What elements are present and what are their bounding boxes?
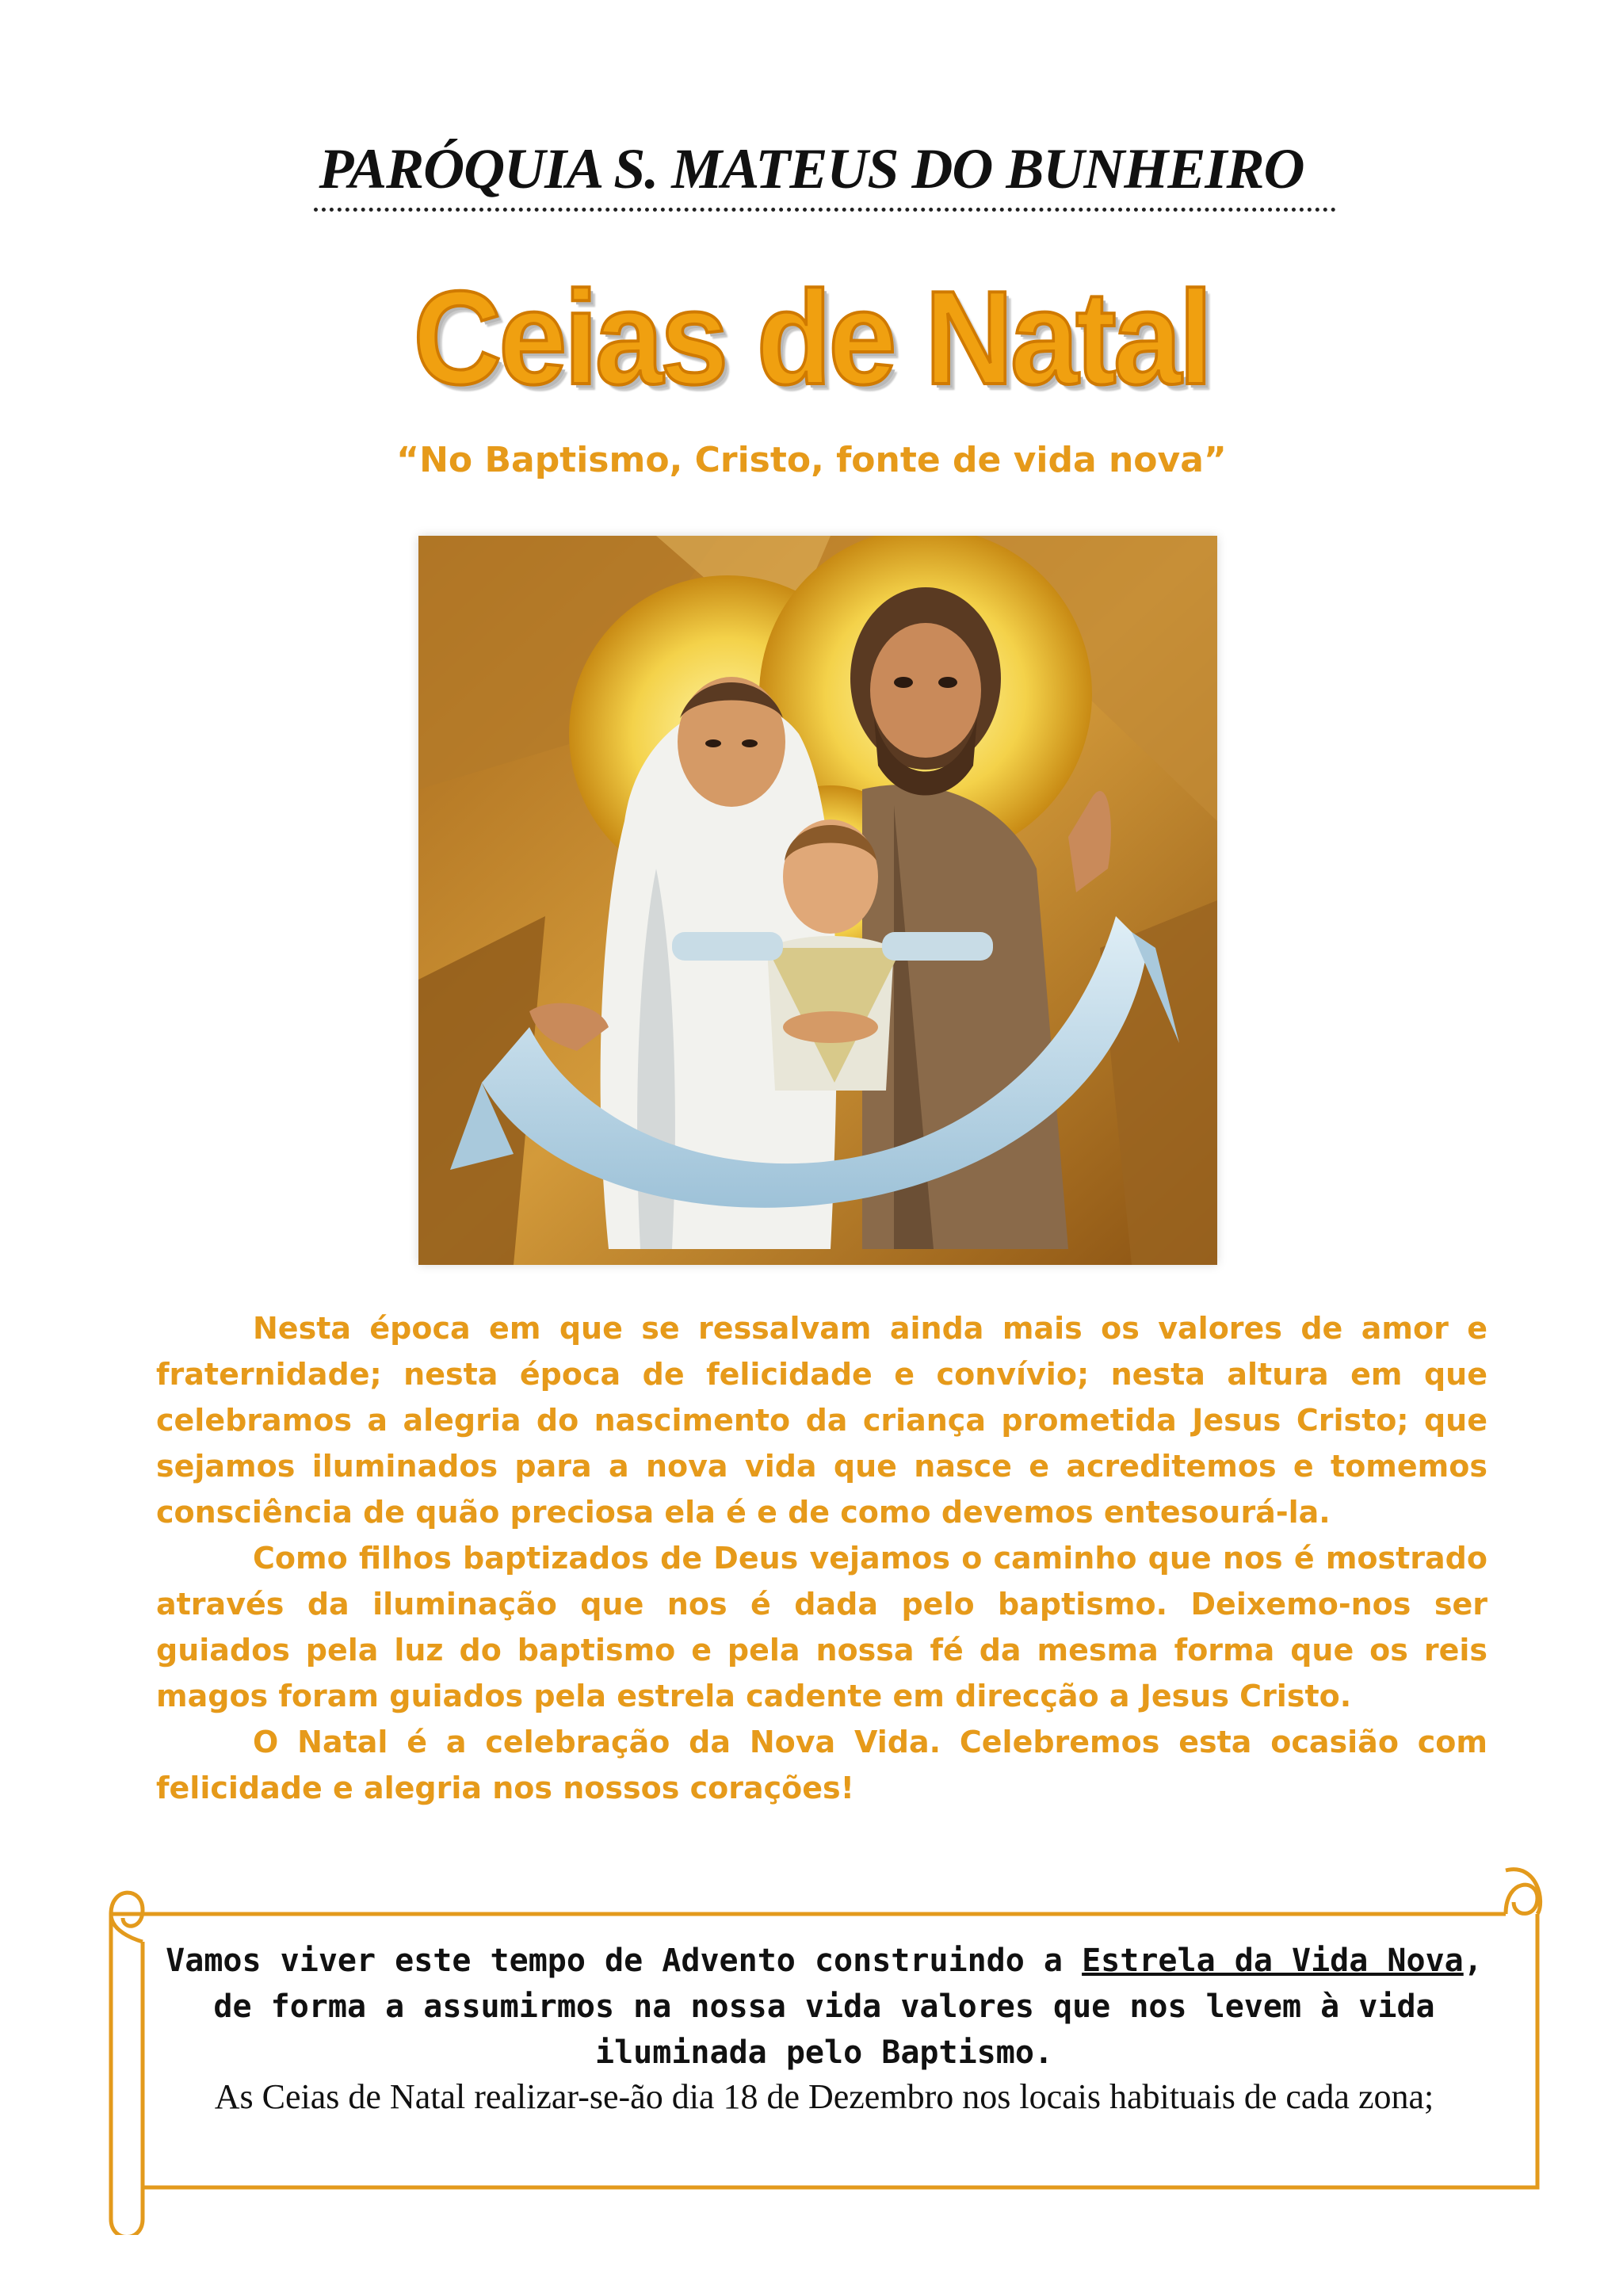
estrela-vida-nova-link: Estrela da Vida Nova xyxy=(1082,1943,1464,1979)
body-paragraph-1: Nesta época em que se ressalvam ainda mais os valores de amor e fraternidade; nesta época de felicidade e convívio; nesta altura em que celebramos a alegria do nascimento da criança prometida Jesus Cristo; que sejamos iluminados para a nova vida que nasce e acreditemos e tomemos consciência de quão preciosa ela é e de como devemos entesourá-la. xyxy=(156,1311,1487,1530)
main-title: Ceias de Natal xyxy=(413,263,1210,412)
scroll-bold-before: Vamos viver este tempo de Advento construindo a xyxy=(166,1943,1083,1979)
body-paragraph-2: Como filhos baptizados de Deus vejamos o caminho que nos é mostrado através da iluminação que nos é dada pelo baptismo. Deixemo-nos ser guiados pela luz do baptismo e pela nossa fé da mesma forma que os reis magos foram guiados pela estrela cadente em direcção a Jesus Cristo. xyxy=(156,1541,1487,1713)
scroll-plain-text: As Ceias de Natal realizar-se-ão dia 18 de Dezembro nos locais habituais de cada zona; xyxy=(214,2077,1434,2116)
subtitle-quote: “No Baptismo, Cristo, fonte de vida nova” xyxy=(396,440,1227,480)
body-paragraph-3: O Natal é a celebração da Nova Vida. Celebremos esta ocasião com felicidade e alegria nos nossos corações! xyxy=(156,1725,1487,1805)
body-text xyxy=(156,1305,1487,1811)
parish-name: PARÓQUIA S. MATEUS DO BUNHEIRO xyxy=(319,137,1304,201)
holy-family-painting xyxy=(418,536,1217,1265)
scroll-bold-text xyxy=(158,1938,1490,2076)
scroll-banner xyxy=(79,1855,1545,2235)
scroll-bold-after: , de forma a assumirmos na nossa vida valores que nos levem à vida iluminada pelo Baptismo. xyxy=(213,1943,1483,2071)
parish-underline xyxy=(314,208,1336,212)
scroll-content xyxy=(158,1938,1490,2118)
